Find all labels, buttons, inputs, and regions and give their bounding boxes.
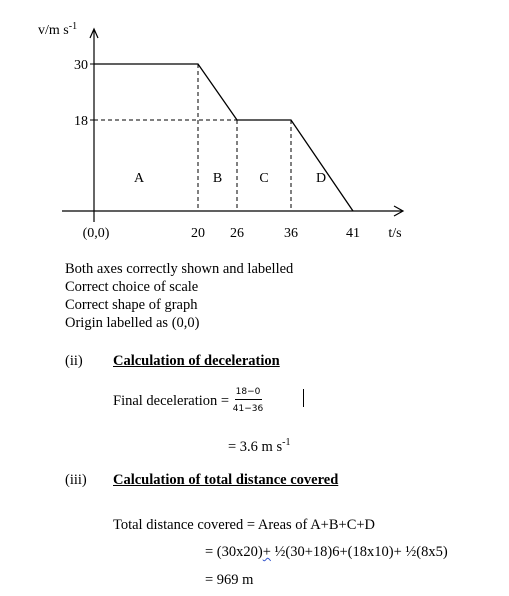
- deceleration-result-text: = 3.6 m s: [228, 438, 283, 455]
- distance-line-2-post: ½(30+18)6+(18x10)+ ½(8x5): [270, 544, 448, 560]
- x-axis-label: t/s: [388, 226, 402, 241]
- part-ii-heading: Calculation of deceleration: [113, 353, 280, 369]
- spellcheck-squiggle: +: [262, 544, 271, 560]
- graph-guides: [94, 64, 291, 211]
- region-label-b: B: [212, 171, 223, 186]
- note-origin: Origin labelled as (0,0): [65, 315, 200, 331]
- graph-axes: [62, 29, 403, 222]
- x-tick-label-26: 26: [230, 226, 244, 241]
- graph-labels: [38, 21, 402, 241]
- distance-line-1: Total distance covered = Areas of A+B+C+D: [113, 517, 376, 533]
- x-tick-label-36: 36: [284, 226, 298, 241]
- deceleration-result-sup: -1: [282, 437, 291, 448]
- part-iii-label: (iii): [65, 472, 87, 488]
- region-label-a: A: [133, 171, 145, 186]
- y-tick-label-30: 30: [74, 58, 88, 73]
- margin-tick-mark: [303, 389, 304, 407]
- y-axis-label-sup: -1: [68, 21, 78, 32]
- note-axes: Both axes correctly shown and labelled: [65, 261, 294, 277]
- deceleration-result: [228, 434, 290, 456]
- region-label-d: D: [315, 171, 327, 186]
- velocity-time-graph: [0, 0, 509, 250]
- note-scale: Correct choice of scale: [65, 279, 199, 295]
- fraction-bar: [235, 399, 262, 400]
- velocity-line: [94, 64, 353, 211]
- x-tick-label-20: 20: [191, 226, 205, 241]
- distance-line-3: = 969 m: [205, 572, 254, 588]
- distance-line-2: [205, 544, 448, 561]
- fraction-numerator: 18−0: [235, 387, 261, 397]
- y-axis-label: [38, 21, 77, 38]
- part-iii-heading: Calculation of total distance covered: [113, 472, 339, 488]
- deceleration-prefix: Final deceleration =: [113, 393, 230, 409]
- y-tick-label-18: 18: [74, 114, 88, 129]
- note-shape: Correct shape of graph: [65, 297, 198, 313]
- fraction-denominator: 41−36: [232, 404, 264, 414]
- region-label-c: C: [259, 171, 269, 186]
- x-tick-label-41: 41: [346, 226, 360, 241]
- y-axis-label-text: v/m s: [38, 23, 69, 38]
- distance-line-2-pre: = (30x20): [205, 544, 263, 560]
- origin-label: (0,0): [82, 226, 110, 241]
- part-ii-label: (ii): [65, 353, 83, 369]
